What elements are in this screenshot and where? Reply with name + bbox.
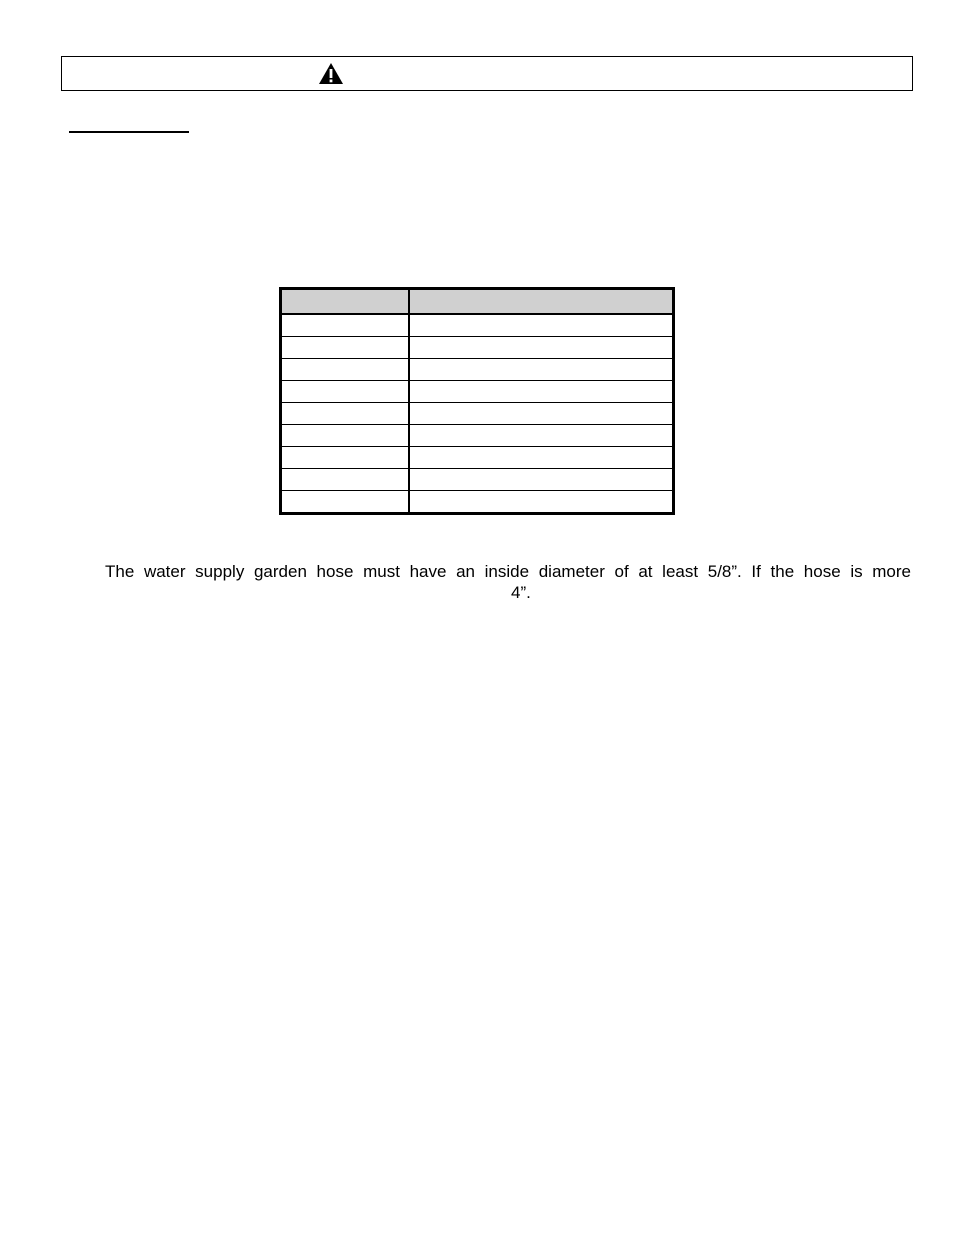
table-cell <box>409 447 674 469</box>
table-cell <box>409 314 674 337</box>
table-cell <box>409 491 674 514</box>
table-header-cell <box>409 289 674 315</box>
table-row <box>281 381 674 403</box>
table-cell <box>409 403 674 425</box>
table-cell <box>409 359 674 381</box>
table-row <box>281 447 674 469</box>
table-row <box>281 314 674 337</box>
paragraph-line: 4”. <box>511 583 531 602</box>
table-row <box>281 469 674 491</box>
table-cell <box>409 469 674 491</box>
heading-underline <box>69 131 189 133</box>
table-row <box>281 337 674 359</box>
table-cell <box>281 469 410 491</box>
table-cell <box>409 425 674 447</box>
table-row <box>281 403 674 425</box>
table-header-cell <box>281 289 410 315</box>
table-row <box>281 491 674 514</box>
hose-paragraph <box>105 561 911 603</box>
warning-box <box>61 56 913 91</box>
table-cell <box>281 447 410 469</box>
table-cell <box>281 314 410 337</box>
table-cell <box>281 337 410 359</box>
table-cell <box>281 359 410 381</box>
table-cell <box>281 403 410 425</box>
table-cell <box>281 491 410 514</box>
table-row <box>281 359 674 381</box>
table-cell <box>409 337 674 359</box>
paragraph-line: The water supply garden hose must have an inside diameter of at least 5/8”. If the hose is more <box>105 562 911 581</box>
spec-table <box>279 287 675 515</box>
warning-triangle-icon <box>318 62 344 85</box>
table-cell <box>281 381 410 403</box>
table-cell <box>409 381 674 403</box>
table-cell <box>281 425 410 447</box>
table-row <box>281 425 674 447</box>
table-header-row <box>281 289 674 315</box>
